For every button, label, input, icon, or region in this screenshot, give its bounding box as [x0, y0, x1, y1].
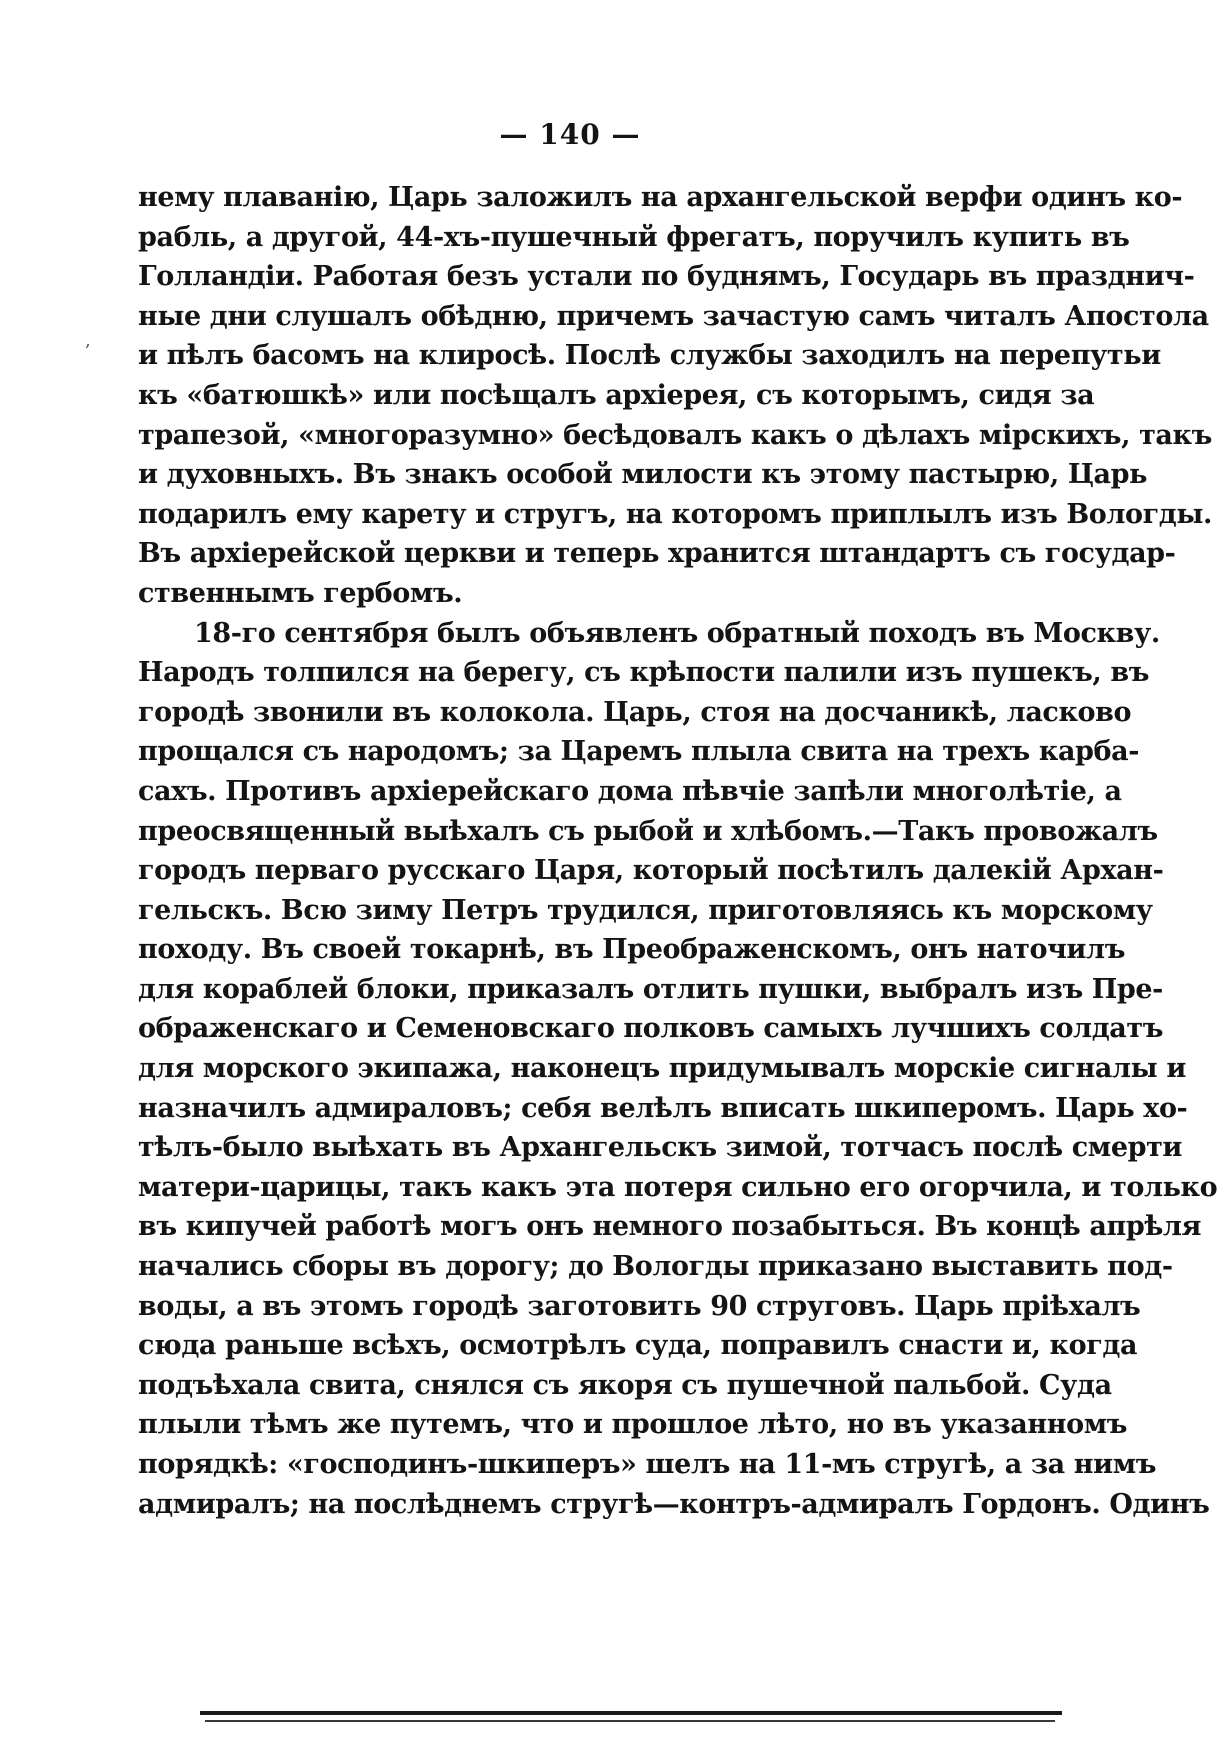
body-text [138, 178, 1217, 1524]
text-line: тѣлъ-было выѣхать въ Архангельскъ зимой, тотчасъ послѣ смерти [138, 1132, 1183, 1164]
text-line: адмиралъ; на послѣднемъ стругѣ—контръ-адмиралъ Гордонъ. Одинъ [138, 1488, 1210, 1520]
page-number: — 140 — [499, 118, 641, 151]
text-line: для морского экипажа, наконецъ придумывалъ морскіе сигналы и [138, 1053, 1186, 1085]
text-line: и духовныхъ. Въ знакъ особой милости къ этому пастырю, Царь [138, 459, 1148, 491]
text-line: городѣ звонили въ колокола. Царь, стоя на досчаникѣ, ласково [138, 696, 1132, 728]
text-line: преосвященный выѣхалъ съ рыбой и хлѣбомъ.—Такъ провожалъ [138, 815, 1158, 847]
paragraph-2 [138, 614, 1217, 1525]
text-line: рабль, а другой, 44-хъ-пушечный фрегатъ, поручилъ купить въ [138, 221, 1130, 253]
paragraph-1 [138, 178, 1212, 614]
text-line: къ «батюшкѣ» или посѣщалъ архіерея, съ которымъ, сидя за [138, 379, 1095, 411]
text-line: ные дни слушалъ обѣдню, причемъ зачастую самъ читалъ Апостола [138, 300, 1209, 332]
text-line: начались сборы въ дорогу; до Вологды приказано выставить под- [138, 1251, 1173, 1283]
text-line: Народъ толпился на берегу, съ крѣпости палили изъ пушекъ, въ [138, 657, 1150, 689]
text-line: назначилъ адмираловъ; себя велѣлъ вписать шкиперомъ. Царь хо- [138, 1092, 1188, 1124]
text-line: подъѣхала свита, снялся съ якоря съ пушечной пальбой. Суда [138, 1369, 1112, 1401]
text-line: порядкѣ: «господинъ-шкиперъ» шелъ на 11-мъ стругѣ, а за нимъ [138, 1449, 1157, 1480]
text-line: плыли тѣмъ же путемъ, что и прошлое лѣто, но въ указанномъ [138, 1409, 1128, 1441]
bottom-rule [200, 1711, 1062, 1715]
text-line: Въ архіерейской церкви и теперь хранится штандартъ съ государ- [138, 538, 1176, 570]
text-line: ственнымъ гербомъ. [138, 577, 463, 609]
text-line: трапезой, «многоразумно» бесѣдовалъ какъ о дѣлахъ мірскихъ, такъ [138, 419, 1212, 451]
text-line: сюда раньше всѣхъ, осмотрѣлъ суда, поправилъ снасти и, когда [138, 1330, 1138, 1362]
text-line: и пѣлъ басомъ на клиросѣ. Послѣ службы заходилъ на перепутьи [138, 340, 1161, 372]
text-line: ображенскаго и Семеновскаго полковъ самыхъ лучшихъ солдатъ [138, 1013, 1164, 1045]
text-line: гельскъ. Всю зиму Петръ трудился, приготовляясь къ морскому [138, 894, 1153, 926]
text-line: городъ перваго русскаго Царя, который посѣтилъ далекій Архан- [138, 855, 1164, 887]
text-line: Голландіи. Работая безъ устали по буднямъ, Государь въ празднич- [138, 261, 1195, 293]
text-line: 18-го сентября былъ объявленъ обратный походъ въ Москву. [194, 617, 1160, 649]
text-line: походу. Въ своей токарнѣ, въ Преображенскомъ, онъ наточилъ [138, 934, 1126, 966]
text-line: для кораблей блоки, приказалъ отлить пушки, выбралъ изъ Пре- [138, 973, 1163, 1005]
text-line: прощался съ народомъ; за Царемъ плыла свита на трехъ карба- [138, 736, 1140, 768]
text-line: воды, а въ этомъ городѣ заготовить 90 струговъ. Царь пріѣхалъ [138, 1290, 1141, 1322]
margin-mark: , [85, 330, 91, 351]
text-line: матери-царицы, такъ какъ эта потеря сильно его огорчила, и только [138, 1171, 1217, 1203]
bottom-rule-thin [205, 1720, 1055, 1722]
text-line: нему плаванію, Царь заложилъ на архангельской верфи одинъ ко- [138, 182, 1183, 213]
text-line: въ кипучей работѣ могъ онъ немного позабыться. Въ концѣ апрѣля [138, 1211, 1202, 1243]
text-line: подарилъ ему карету и стругъ, на которомъ приплылъ изъ Вологды. [138, 498, 1212, 530]
text-line: сахъ. Противъ архіерейскаго дома пѣвчіе запѣли многолѣтіе, а [138, 775, 1122, 807]
